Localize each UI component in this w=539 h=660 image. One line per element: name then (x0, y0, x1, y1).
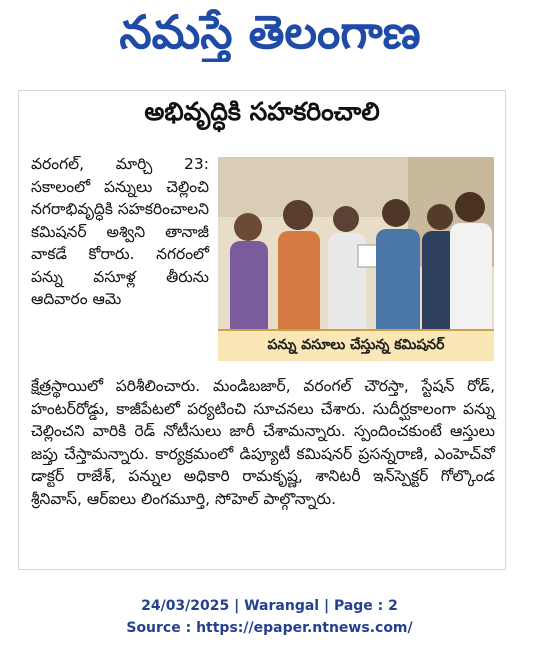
footer-date-edition: 24/03/2025 | Warangal | Page : 2 (141, 598, 398, 614)
article-headline: అభివృద్ధికి సహకరించాలి (144, 97, 380, 126)
photo-caption: పన్ను వసూలు చేస్తున్న కమిషనర్ (218, 329, 494, 361)
article-column-text: వరంగల్, మార్చి 23: సకాలంలో పన్నులు చెల్లించి నగరాభివృద్ధికి సహకరించాలని కమిషనర్ అశ్విని తానాజీ వాకడే కోరారు. నగరంలో పన్ను వసూళ్ల తీరును ఆదివారం ఆమె (31, 155, 209, 308)
newspaper-masthead (60, 0, 480, 62)
article-photo (218, 157, 494, 357)
article-body-text: క్షేత్రస్థాయిలో పరిశీలించారు. మండిబజార్, వరంగల్ చౌరస్తా, స్టేషన్ రోడ్, హంటర్‌రోడ్డు, కాజీపేటలో పర్యటించి సూచనలు చేశారు. సుదీర్ఘకాలంగా పన్ను చెల్లించని వారికి రెడ్ నోటీసులు జారీ చేశామన్నారు. స్పందించకుంటే ఆస్తులు జప్తు చేస్తామన్నారు. కార్యక్రమంలో డిప్యూటీ కమిషనర్ ప్రసన్నరాణి, ఎంహెచ్‌వో డాక్టర్ రాజేశ్, పన్నుల అధికారి రామకృష్ణ, శానిటరీ ఇన్‌స్పెక్టర్ గోల్కొండ శ్రీనివాస్, ఆర్‌ఐలు లింగమూర్తి, సోహెల్ పాల్గొన్నారు. (31, 377, 495, 508)
footer-source: Source : https://epaper.ntnews.com/ (126, 620, 413, 636)
news-clipping (18, 90, 506, 570)
masthead-title: నమస్తే తెలంగాణ (119, 5, 421, 59)
